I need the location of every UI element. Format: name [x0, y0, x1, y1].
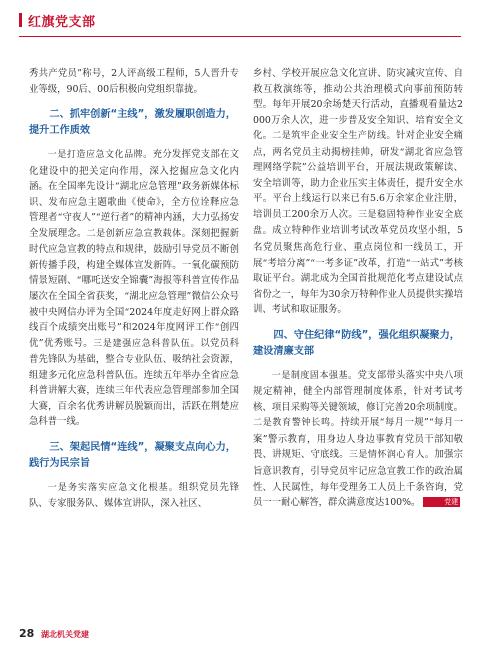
paragraph: 一是务实落实应急文化根基。组织党员先锋队、专家服务队、媒体宣讲队，深入社区、	[29, 481, 239, 510]
keyword-lead: 二是筑牢企业安全生产防线。	[272, 131, 397, 142]
keyword-lead: 二是创新应急宣教载体。	[86, 228, 192, 239]
header-divider	[19, 36, 461, 37]
left-column	[29, 66, 239, 512]
page-header	[0, 0, 480, 40]
right-column	[253, 66, 463, 511]
section-title: 红旗党支部	[28, 15, 96, 30]
keyword-lead: 二是教育警钟长鸣。	[253, 418, 341, 429]
section-heading: 三、架起民情“连线”，凝聚支点向心力，践行为民宗旨	[29, 441, 236, 469]
header-accent-bar	[19, 13, 22, 27]
paragraph: 一是制度固本强基。党支部带头落实中央八项规定精神，健全内部管理制度体系，针对考试考核、项目采购等关键领域，修订完善20余项制度。二是教育警钟长鸣。持续开展“每月一规”“每月一案”警示教育，用身边人身边事教育党员干部知敬畏、讲规矩、守底线。三是情怀润心育人。加强宗旨意识教育，引导党员牢记应急宣教工作的政治属性、人民属性，每年受理务工人员上千条咨询，党员一一耐心解答，群众满意度达100%。 党建	[253, 369, 463, 509]
magazine-logo: 湖北机关党建	[41, 630, 89, 639]
paragraph: 乡村、学校开展应急文化宣讲、防灾减灾宣传、自救互救演练等，推动公共治理模式向事前预防转型。每年开展20余场楚天行活动，直播观看量达2000万余人次，进一步普及安全知识、培育安全文化。二是筑牢企业安全生产防线。针对企业安全痛点，两名党员主动揭榜挂帅，研发“湖北省应急管理网络学院”公益培训平台，开展法规政策解读、安全培训等，助力企业压实主体责任，提升安全水平。平台上线运行以来已有5.6万余家企业注册，培训员工200余万人次。三是稳固特种作业安全底盘。成立特种作业培训考试改革党员攻坚小组，5名党员聚焦高危行业、重点岗位和一线员工，开展“考培分离”“一考多证”改革，打造“一站式”考核取证平台。湖北成为全国首批规范化考点建设试点省份之一，每年为30余万特种作业人员提供实操培训、考试和取证服务。	[253, 68, 463, 316]
page-footer	[19, 627, 461, 643]
paragraph: 一是打造应急文化品牌。充分发挥党支部在文化建设中的把关定向作用，深入挖掘应急文化内涵。在全国率先设计“湖北应急管理”政务新媒体标识、发布应急主题歌曲《使命》，全方位诠释应急管理者“守夜人”“逆行者”的精神内涵，大力弘扬安全发展理念。二是创新应急宣教载体。深刻把握新时代应急宣教的特点和规律，鼓励引导党员不断创新传播手段，构建全媒体宣发新阵。一氧化碳预防情景短剧、“哪吒送安全锦囊”海报等科普宣传作品屡次在全国全省获奖，“湖北应急管理”微信公众号被中央网信办评为全国“2024年度走好网上群众路线百个成绩突出账号”和2024年度网评工作“创四优”优秀账号。三是建强应急科普队伍。以党员科普先锋队为基础，整合专业队伍、吸纳社会资源，组建多元化应急科普队伍。连续五年举办全省应急科普讲解大赛，连续三年代表应急管理部参加全国大赛，百余名优秀讲解员脱颖而出，活跃在荆楚应急科普一线。	[29, 149, 239, 428]
keyword-lead: 三是情怀润心育人。	[348, 450, 435, 461]
keyword-lead: 一是制度固本强基。	[271, 370, 358, 381]
page-number: 28	[19, 627, 35, 640]
section-heading: 二、抓牢创新“主线”，激发履职创造力，提升工作质效	[29, 109, 236, 137]
keyword-lead: 一是务实落实应急文化根基。	[47, 482, 179, 493]
section-heading: 四、守住纪律“防线”，强化组织凝聚力，建设清廉支部	[253, 329, 460, 357]
paragraph: 秀共产党员”称号，2人评高级工程师，5人晋升专业等级，90后、00后积极向党组织靠拢。	[29, 68, 239, 95]
keyword-lead: 三是稳固特种作业安全底盘。	[253, 209, 463, 237]
keyword-lead: 一是打造应急文化品牌。	[47, 150, 153, 161]
keyword-lead: 三是建强应急科普队伍。	[93, 338, 201, 349]
end-mark-badge: 党建	[423, 497, 460, 507]
